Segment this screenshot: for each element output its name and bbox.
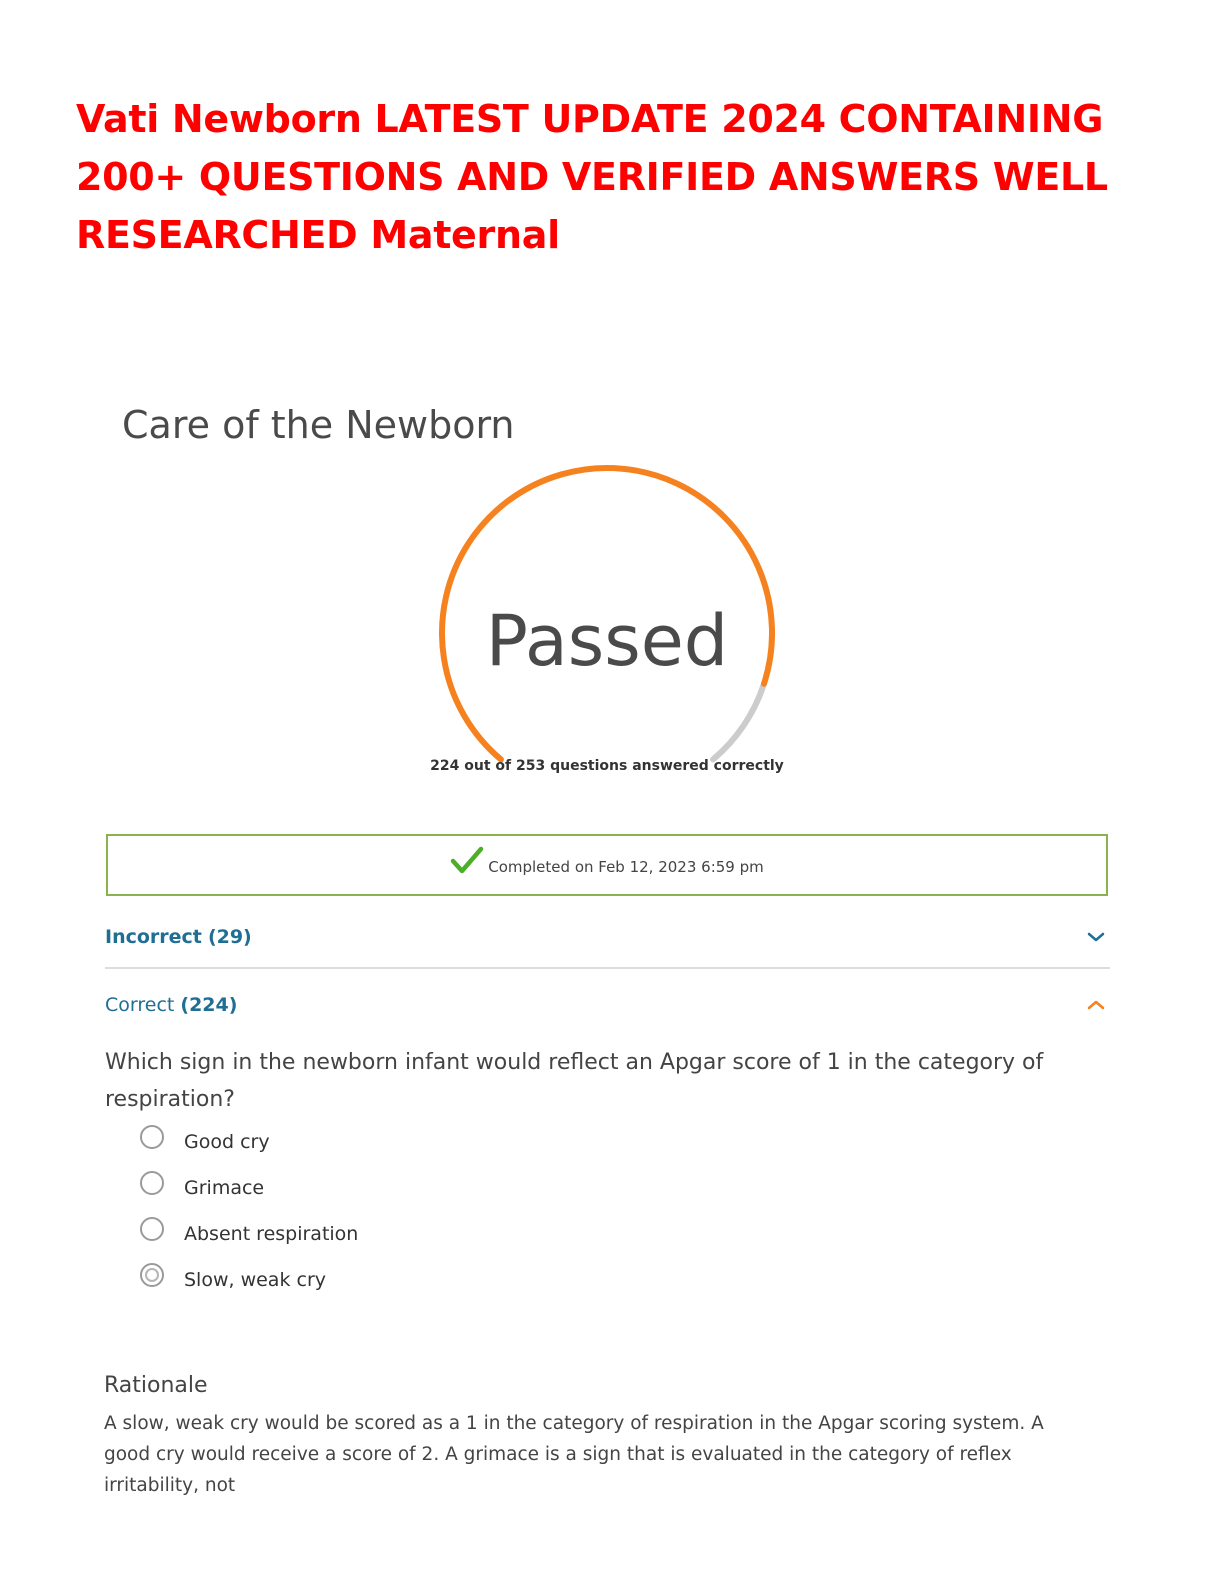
quiz-title: Care of the Newborn	[122, 403, 515, 447]
option-label: Good cry	[184, 1131, 270, 1153]
gauge-track	[713, 684, 764, 760]
accordion-divider	[105, 967, 1110, 969]
radio-button[interactable]	[140, 1217, 164, 1241]
rationale-text: A slow, weak cry would be scored as a 1 in the category of respiration in the Apgar scoring system. A good cry would receive a score of 2. A grimace is a sign that is evaluated in the category of reflex irritability, not	[104, 1413, 1044, 1496]
completion-date: Completed on Feb 12, 2023 6:59 pm	[488, 858, 764, 876]
option-label: Slow, weak cry	[184, 1269, 326, 1291]
answer-option[interactable]	[140, 1256, 358, 1302]
pass-status: Passed	[485, 600, 729, 682]
radio-button[interactable]	[140, 1125, 164, 1149]
answer-option[interactable]	[140, 1164, 358, 1210]
accordion-incorrect[interactable]	[105, 922, 1110, 952]
option-label: Grimace	[184, 1177, 265, 1199]
accordion-correct[interactable]	[105, 990, 1110, 1020]
incorrect-label-text: Incorrect	[105, 926, 202, 948]
incorrect-count: (29)	[207, 926, 252, 948]
answer-option[interactable]	[140, 1210, 358, 1256]
question-text: Which sign in the newborn infant would reflect an Apgar score of 1 in the category of respiration?	[105, 1050, 1044, 1112]
score-summary: 224 out of 253 questions answered correctly	[430, 758, 784, 774]
radio-button[interactable]	[140, 1171, 164, 1195]
radio-button-selected[interactable]	[140, 1263, 164, 1287]
completion-banner	[106, 834, 1108, 896]
answer-options	[140, 1118, 358, 1302]
accordion-correct-label	[105, 994, 237, 1016]
rationale-heading: Rationale	[104, 1373, 208, 1398]
option-label: Absent respiration	[184, 1223, 359, 1245]
chevron-up-icon[interactable]	[1086, 998, 1106, 1012]
answer-option[interactable]	[140, 1118, 358, 1164]
correct-label-text: Correct	[105, 994, 175, 1016]
correct-count: (224)	[180, 994, 238, 1016]
check-icon	[450, 846, 484, 876]
chevron-down-icon[interactable]	[1086, 930, 1106, 944]
accordion-incorrect-label	[105, 926, 252, 948]
document-title: Vati Newborn LATEST UPDATE 2024 CONTAINING 200+ QUESTIONS AND VERIFIED ANSWERS WELL RESEARCHED Maternal	[76, 97, 1108, 257]
